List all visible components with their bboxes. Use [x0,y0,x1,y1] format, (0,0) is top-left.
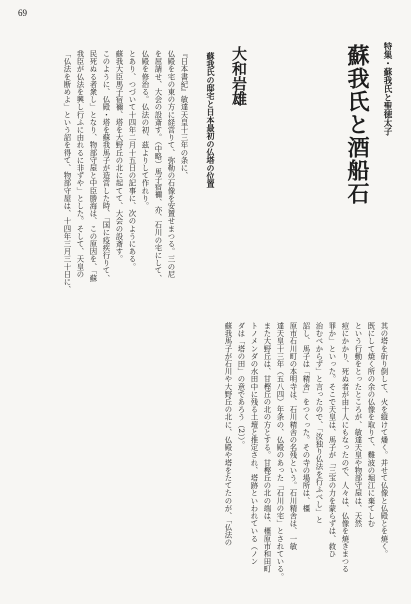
text-line: 罪か」といった。そこで天皇は、馬子が「三宝の力を蒙らずは、救ひ [328,322,337,558]
text-line: 原市石川町の本明寺は、石川精舎の名残という。石川精舎は、一敏 [289,322,298,550]
text-line: 其の塔を斫り倒して、火を縦けて燔く。并せて仏像と仏殿とを焼く。 [380,322,389,558]
page-number: 69 [18,8,27,18]
section-subtitle: 蘇我氏の邸宅と日本最初の仏塔の位置 [206,52,216,188]
text-line: 既にして焼く所の余の仏像を取りて、難波の堀江に棄てしむ [367,322,376,528]
text-line: を屈請せ、大会の設斎す。（中略）馬子宿禰、亦、石川の宅にして、 [154,50,163,282]
text-line: 我臣が仏法を興し行ふに由れるに非ずや」とした。そして、天皇の [76,50,85,278]
author-name: 大和岩雄 [230,46,248,106]
text-line: 民死ぬる者衆し」となり、物部守屋と中臣勝海は、この原因を、「蘇 [89,50,98,282]
text-line: 達天皇十三年（五八四）年条の、仏殿のあった「石川の宅」とされている。 [276,322,285,581]
text-line: 仏殿を宅の東の方に経営りて、弥勒の石像を安置せまつる。三の尼 [167,50,176,278]
text-line: 仏殿を修治る。仏法の初、茲よりして作れり。 [141,50,150,210]
text-line: トノメンダの水田中に残る土壇と推定され、塔跡といわれている（ノン [250,322,259,566]
text-line: 痘にかかり、死ぬ者が由十人にもなったので、人々は、仏像を焼きまつる [341,322,350,573]
text-line: 詔し、馬子は「精舎」をつくった。その寺の場所は、橿 [302,322,311,512]
text-line: 『日本書紀』敏達天皇十三年の条に、 [180,50,189,180]
text-line: という行動をとったところが、敏達天皇や物部守屋は、天然 [354,322,363,528]
text-line: 治むべからず」と言ったので、「汝独り仏法を行ふべし」と [315,322,324,524]
text-line: 「仏法を断めよ」という詔を得て、物部守屋は、十四年三月三十日に、 [63,50,72,294]
upper-body-text [16,50,191,320]
article-title: 蘇我氏と酒船石 [344,44,369,205]
text-line: このように、仏殿・塔を蘇我馬子が造営した時、「国に疫疾行りて、 [102,50,111,282]
text-line: また大野丘は、甘樫丘の北の方とする。甘樫丘の北の端は、橿原市和田町 [263,322,272,573]
text-line: 蘇我大臣馬子宿禰、塔を大野丘の北に起てて、大会の設斎す。 [115,50,124,263]
text-line: 蘇我馬子が石川や大野丘の北に、仏殿や塔をたてたのが、「仏法の [224,322,233,547]
lower-body-text [16,322,391,580]
series-label: 特集・蘇我氏と聖徳太子 [382,42,392,136]
text-line: ダは「塔の田」の意であろう（2））。 [237,322,246,449]
text-line: とあり、つづいて十四年二月十五日の記事に、次のようにある。 [128,50,137,271]
